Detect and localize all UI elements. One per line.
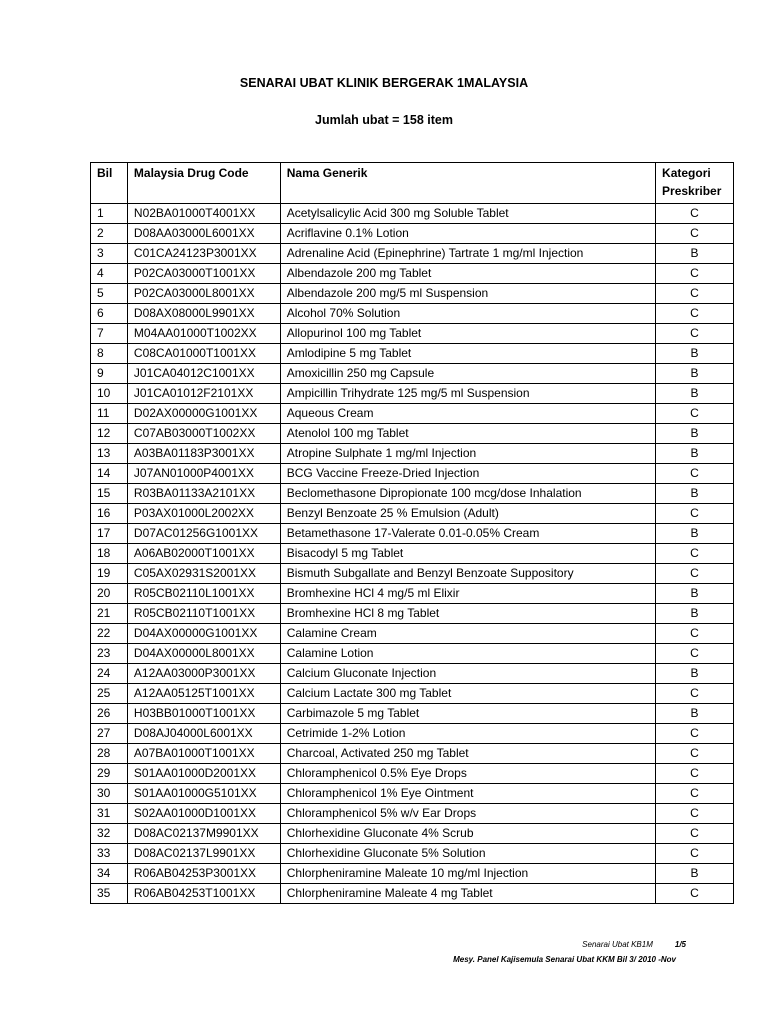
cell-drug-code: J07AN01000P4001XX [127,464,280,484]
cell-generic-name: Chlorpheniramine Maleate 10 mg/ml Injection [280,864,655,884]
cell-generic-name: Chloramphenicol 1% Eye Ointment [280,784,655,804]
cell-bil: 9 [91,364,128,384]
footer-doc-info [582,940,686,949]
cell-drug-code: A12AA05125T1001XX [127,684,280,704]
cell-generic-name: Calcium Lactate 300 mg Tablet [280,684,655,704]
table-row [91,844,734,864]
header-drug-code: Malaysia Drug Code [127,163,280,204]
cell-generic-name: Calcium Gluconate Injection [280,664,655,684]
drug-list-table [90,162,734,904]
cell-drug-code: M04AA01000T1002XX [127,324,280,344]
cell-bil: 35 [91,884,128,904]
cell-generic-name: Chloramphenicol 5% w/v Ear Drops [280,804,655,824]
cell-bil: 8 [91,344,128,364]
cell-drug-code: D08AX08000L9901XX [127,304,280,324]
cell-kategori: C [656,264,734,284]
cell-bil: 2 [91,224,128,244]
cell-bil: 4 [91,264,128,284]
table-row [91,244,734,264]
cell-generic-name: Albendazole 200 mg/5 ml Suspension [280,284,655,304]
cell-kategori: C [656,224,734,244]
table-row [91,424,734,444]
cell-generic-name: Chlorhexidine Gluconate 5% Solution [280,844,655,864]
document-subtitle: Jumlah ubat = 158 item [315,113,453,127]
table-row [91,764,734,784]
header-kategori-line2: Preskriber [662,184,722,198]
cell-kategori: C [656,504,734,524]
cell-drug-code: S01AA01000G5101XX [127,784,280,804]
footer-source: Mesy. Panel Kajisemula Senarai Ubat KKM Bil 3/ 2010 -Nov [453,955,676,964]
cell-drug-code: R05CB02110L1001XX [127,584,280,604]
cell-generic-name: Betamethasone 17-Valerate 0.01-0.05% Cream [280,524,655,544]
table-row [91,884,734,904]
cell-generic-name: Calamine Cream [280,624,655,644]
cell-drug-code: J01CA04012C1001XX [127,364,280,384]
table-row [91,384,734,404]
cell-kategori: B [656,664,734,684]
cell-generic-name: BCG Vaccine Freeze-Dried Injection [280,464,655,484]
cell-bil: 13 [91,444,128,464]
table-row [91,784,734,804]
cell-bil: 20 [91,584,128,604]
table-row [91,644,734,664]
table-row [91,464,734,484]
cell-kategori: B [656,524,734,544]
cell-drug-code: P02CA03000T1001XX [127,264,280,284]
cell-bil: 12 [91,424,128,444]
cell-bil: 30 [91,784,128,804]
cell-kategori: C [656,204,734,224]
cell-kategori: B [656,344,734,364]
table-header [91,163,734,204]
table-row [91,224,734,244]
cell-bil: 22 [91,624,128,644]
cell-bil: 1 [91,204,128,224]
cell-bil: 18 [91,544,128,564]
cell-kategori: C [656,824,734,844]
cell-bil: 26 [91,704,128,724]
cell-kategori: C [656,304,734,324]
cell-drug-code: A12AA03000P3001XX [127,664,280,684]
cell-generic-name: Atenolol 100 mg Tablet [280,424,655,444]
cell-drug-code: C07AB03000T1002XX [127,424,280,444]
table-row [91,684,734,704]
table-row [91,804,734,824]
table-row [91,704,734,724]
cell-bil: 14 [91,464,128,484]
table-row [91,444,734,464]
cell-kategori: C [656,464,734,484]
cell-generic-name: Amlodipine 5 mg Tablet [280,344,655,364]
cell-bil: 25 [91,684,128,704]
cell-bil: 31 [91,804,128,824]
cell-kategori: C [656,684,734,704]
cell-generic-name: Carbimazole 5 mg Tablet [280,704,655,724]
table-row [91,484,734,504]
cell-bil: 6 [91,304,128,324]
cell-drug-code: A06AB02000T1001XX [127,544,280,564]
cell-generic-name: Calamine Lotion [280,644,655,664]
cell-drug-code: D08AA03000L6001XX [127,224,280,244]
cell-bil: 7 [91,324,128,344]
table-row [91,204,734,224]
table-row [91,284,734,304]
cell-generic-name: Bromhexine HCl 4 mg/5 ml Elixir [280,584,655,604]
table-row [91,344,734,364]
header-generic-name: Nama Generik [280,163,655,204]
cell-bil: 28 [91,744,128,764]
footer-doc-name: Senarai Ubat KB1M [582,940,653,949]
cell-kategori: B [656,584,734,604]
table-row [91,504,734,524]
cell-bil: 27 [91,724,128,744]
cell-drug-code: S01AA01000D2001XX [127,764,280,784]
cell-generic-name: Allopurinol 100 mg Tablet [280,324,655,344]
cell-kategori: C [656,544,734,564]
cell-bil: 16 [91,504,128,524]
cell-drug-code: H03BB01000T1001XX [127,704,280,724]
cell-bil: 33 [91,844,128,864]
cell-generic-name: Benzyl Benzoate 25 % Emulsion (Adult) [280,504,655,524]
table-row [91,364,734,384]
cell-bil: 23 [91,644,128,664]
header-bil: Bil [91,163,128,204]
cell-kategori: C [656,884,734,904]
table-row [91,624,734,644]
cell-drug-code: P03AX01000L2002XX [127,504,280,524]
cell-generic-name: Aqueous Cream [280,404,655,424]
table-row [91,404,734,424]
table-row [91,604,734,624]
cell-kategori: C [656,804,734,824]
table-row [91,584,734,604]
cell-drug-code: C08CA01000T1001XX [127,344,280,364]
table-row [91,524,734,544]
cell-drug-code: J01CA01012F2101XX [127,384,280,404]
cell-bil: 21 [91,604,128,624]
table-body [91,204,734,904]
cell-kategori: C [656,324,734,344]
cell-drug-code: P02CA03000L8001XX [127,284,280,304]
cell-bil: 29 [91,764,128,784]
cell-drug-code: D08AC02137M9901XX [127,824,280,844]
cell-kategori: C [656,404,734,424]
cell-drug-code: D08AC02137L9901XX [127,844,280,864]
cell-kategori: C [656,624,734,644]
table-row [91,544,734,564]
cell-bil: 17 [91,524,128,544]
cell-generic-name: Bisacodyl 5 mg Tablet [280,544,655,564]
cell-drug-code: R03BA01133A2101XX [127,484,280,504]
table-row [91,324,734,344]
cell-generic-name: Chlorpheniramine Maleate 4 mg Tablet [280,884,655,904]
cell-generic-name: Acetylsalicylic Acid 300 mg Soluble Tablet [280,204,655,224]
cell-drug-code: A07BA01000T1001XX [127,744,280,764]
cell-bil: 11 [91,404,128,424]
cell-generic-name: Beclomethasone Dipropionate 100 mcg/dose Inhalation [280,484,655,504]
cell-drug-code: S02AA01000D1001XX [127,804,280,824]
cell-bil: 15 [91,484,128,504]
cell-generic-name: Bismuth Subgallate and Benzyl Benzoate Suppository [280,564,655,584]
cell-kategori: B [656,704,734,724]
cell-kategori: C [656,764,734,784]
footer-page-number: 1/5 [674,940,686,949]
cell-generic-name: Bromhexine HCl 8 mg Tablet [280,604,655,624]
cell-bil: 34 [91,864,128,884]
cell-generic-name: Amoxicillin 250 mg Capsule [280,364,655,384]
cell-kategori: C [656,644,734,664]
cell-kategori: B [656,444,734,464]
table-row [91,744,734,764]
cell-kategori: B [656,424,734,444]
cell-generic-name: Alcohol 70% Solution [280,304,655,324]
cell-generic-name: Chlorhexidine Gluconate 4% Scrub [280,824,655,844]
cell-generic-name: Chloramphenicol 0.5% Eye Drops [280,764,655,784]
document-title: SENARAI UBAT KLINIK BERGERAK 1MALAYSIA [239,76,529,90]
cell-kategori: C [656,284,734,304]
cell-bil: 3 [91,244,128,264]
table-row [91,664,734,684]
cell-generic-name: Ampicillin Trihydrate 125 mg/5 ml Suspension [280,384,655,404]
cell-drug-code: N02BA01000T4001XX [127,204,280,224]
cell-bil: 5 [91,284,128,304]
cell-bil: 32 [91,824,128,844]
cell-generic-name: Albendazole 200 mg Tablet [280,264,655,284]
cell-bil: 10 [91,384,128,404]
cell-bil: 19 [91,564,128,584]
cell-generic-name: Atropine Sulphate 1 mg/ml Injection [280,444,655,464]
cell-generic-name: Charcoal, Activated 250 mg Tablet [280,744,655,764]
cell-generic-name: Adrenaline Acid (Epinephrine) Tartrate 1 mg/ml Injection [280,244,655,264]
cell-generic-name: Acriflavine 0.1% Lotion [280,224,655,244]
cell-drug-code: D02AX00000G1001XX [127,404,280,424]
cell-kategori: C [656,784,734,804]
cell-kategori: B [656,604,734,624]
header-kategori-preskriber [656,163,734,204]
header-kategori-line1: Kategori [662,166,711,180]
table-row [91,264,734,284]
cell-kategori: B [656,244,734,264]
cell-drug-code: C01CA24123P3001XX [127,244,280,264]
cell-drug-code: R06AB04253P3001XX [127,864,280,884]
cell-generic-name: Cetrimide 1-2% Lotion [280,724,655,744]
table-row [91,724,734,744]
table-row [91,304,734,324]
cell-kategori: C [656,564,734,584]
cell-kategori: C [656,844,734,864]
cell-drug-code: R06AB04253T1001XX [127,884,280,904]
table-row [91,564,734,584]
cell-bil: 24 [91,664,128,684]
cell-drug-code: C05AX02931S2001XX [127,564,280,584]
table-row [91,824,734,844]
cell-kategori: C [656,744,734,764]
cell-drug-code: D08AJ04000L6001XX [127,724,280,744]
cell-kategori: B [656,364,734,384]
cell-kategori: B [656,864,734,884]
cell-drug-code: R05CB02110T1001XX [127,604,280,624]
cell-drug-code: A03BA01183P3001XX [127,444,280,464]
cell-kategori: B [656,384,734,404]
cell-drug-code: D04AX00000L8001XX [127,644,280,664]
cell-kategori: B [656,484,734,504]
cell-drug-code: D07AC01256G1001XX [127,524,280,544]
cell-drug-code: D04AX00000G1001XX [127,624,280,644]
cell-kategori: C [656,724,734,744]
table-row [91,864,734,884]
